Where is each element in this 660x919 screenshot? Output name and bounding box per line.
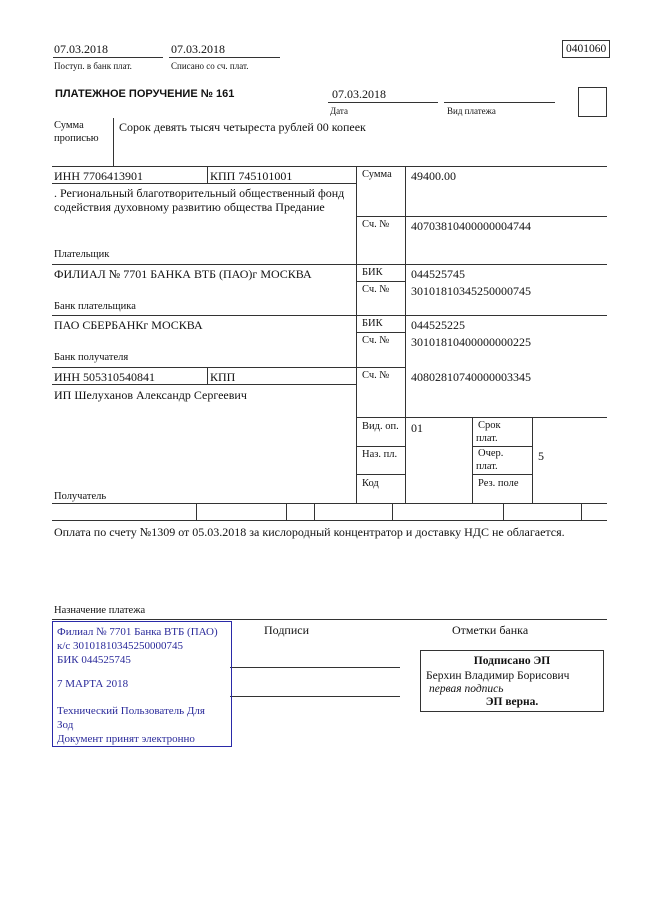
received-date-label: Поступ. в банк плат. bbox=[54, 61, 132, 71]
stamp-bank-line: Филиал № 7701 Банка ВТБ (ПАО) bbox=[57, 626, 218, 638]
grid-line bbox=[356, 417, 607, 418]
signature-line-1 bbox=[230, 667, 400, 668]
grid-line bbox=[286, 503, 287, 520]
debited-date-underline bbox=[169, 57, 280, 58]
priority-label-2: плат. bbox=[476, 461, 498, 472]
stamp-corr-account: к/с 30101810345250000745 bbox=[57, 640, 184, 652]
document-title: ПЛАТЕЖНОЕ ПОРУЧЕНИЕ № 161 bbox=[55, 88, 235, 100]
payer-kpp: КПП 745101001 bbox=[210, 169, 293, 183]
grid-line bbox=[52, 384, 356, 385]
payment-type-underline bbox=[444, 102, 555, 103]
amount-words-divider bbox=[113, 118, 114, 166]
payer-bank-name: ФИЛИАЛ № 7701 БАНКА ВТБ (ПАО)г МОСКВА bbox=[54, 267, 312, 281]
received-date: 07.03.2018 bbox=[54, 42, 108, 56]
payer-status-box bbox=[578, 87, 607, 117]
payer-bank-account: 30101810345250000745 bbox=[411, 284, 531, 298]
stamp-user-1: Технический Пользователь Для bbox=[57, 705, 205, 717]
priority-value: 5 bbox=[538, 449, 544, 463]
grid-line bbox=[52, 166, 607, 167]
debited-date-label: Списано со сч. плат. bbox=[171, 61, 249, 71]
payee-bank-name: ПАО СБЕРБАНКг МОСКВА bbox=[54, 318, 203, 332]
payee-inn: ИНН 505310540841 bbox=[54, 370, 155, 384]
grid-line bbox=[314, 503, 315, 520]
grid-line bbox=[356, 281, 405, 282]
grid-line bbox=[472, 446, 532, 447]
e-signature-role: первая подпись bbox=[429, 683, 504, 695]
e-signature-signer: Берхин Владимир Борисович bbox=[426, 670, 570, 682]
purpose-code-label: Наз. пл. bbox=[362, 449, 398, 460]
form-code-box bbox=[562, 40, 610, 58]
amount-words-label-2: прописью bbox=[54, 133, 99, 144]
payer-name: . Региональный благотворительный общественный фонд содействия духовному развитию общества Предание bbox=[54, 186, 345, 214]
purpose-divider bbox=[52, 619, 607, 620]
grid-line bbox=[52, 503, 607, 504]
amount-words-value: Сорок девять тысяч четыреста рублей 00 копеек bbox=[119, 120, 366, 134]
amount-words-label-1: Сумма bbox=[54, 120, 84, 131]
payer-bank-bik: 044525745 bbox=[411, 267, 465, 281]
purpose-text: Оплата по счету №1309 от 05.03.2018 за кислородный концентратор и доставку НДС не облагается. bbox=[54, 525, 565, 539]
payer-bank-account-label: Сч. № bbox=[362, 284, 390, 295]
grid-line bbox=[52, 367, 356, 368]
grid-line bbox=[207, 166, 208, 183]
grid-line bbox=[52, 264, 607, 265]
payee-account-label: Сч. № bbox=[362, 370, 390, 381]
payee-name: ИП Шелуханов Александр Сергеевич bbox=[54, 388, 247, 402]
grid-line bbox=[196, 503, 197, 520]
payee-bank-bik-label: БИК bbox=[362, 318, 383, 329]
grid-line bbox=[503, 503, 504, 520]
op-type-label: Вид. оп. bbox=[362, 421, 399, 432]
payee-account: 40802810740000003345 bbox=[411, 370, 531, 384]
signature-line-2 bbox=[230, 696, 400, 697]
grid-line bbox=[356, 216, 607, 217]
payer-bank-label: Банк плательщика bbox=[54, 301, 136, 312]
stamp-date: 7 МАРТА 2018 bbox=[57, 678, 129, 690]
bank-stamp bbox=[52, 621, 232, 747]
grid-line bbox=[52, 183, 356, 184]
payee-kpp: КПП bbox=[210, 370, 236, 384]
amount-value: 49400.00 bbox=[411, 169, 456, 183]
received-date-underline bbox=[53, 57, 163, 58]
grid-line bbox=[356, 446, 405, 447]
grid-line bbox=[472, 417, 473, 503]
order-date-label: Дата bbox=[330, 106, 348, 116]
stamp-accepted: Документ принят электронно bbox=[57, 733, 195, 745]
debited-date: 07.03.2018 bbox=[171, 42, 225, 56]
payer-inn: ИНН 7706413901 bbox=[54, 169, 143, 183]
code-label: Код bbox=[362, 478, 379, 489]
form-code: 0401060 bbox=[566, 43, 607, 55]
order-date: 07.03.2018 bbox=[332, 87, 386, 101]
payment-type-label: Вид платежа bbox=[447, 106, 496, 116]
e-signature-title: Подписано ЭП bbox=[473, 655, 551, 667]
reserve-label: Рез. поле bbox=[478, 478, 519, 489]
grid-line bbox=[356, 367, 405, 368]
bank-marks-label: Отметки банка bbox=[452, 623, 529, 637]
payer-account-label: Сч. № bbox=[362, 219, 390, 230]
stamp-user-2: Зод bbox=[57, 719, 74, 731]
due-label-1: Срок bbox=[478, 420, 501, 431]
op-type-value: 01 bbox=[411, 421, 423, 435]
payee-bank-account: 30101810400000000225 bbox=[411, 335, 531, 349]
payer-bank-bik-label: БИК bbox=[362, 267, 383, 278]
grid-line bbox=[356, 474, 405, 475]
grid-line bbox=[392, 503, 393, 520]
e-signature-verified: ЭП верна. bbox=[485, 696, 539, 708]
purpose-label: Назначение платежа bbox=[54, 605, 146, 616]
grid-line bbox=[472, 474, 532, 475]
e-signature-box bbox=[420, 650, 604, 712]
payee-label: Получатель bbox=[54, 491, 107, 502]
grid-line bbox=[581, 503, 582, 520]
grid-line bbox=[52, 315, 607, 316]
stamp-bik: БИК 044525745 bbox=[57, 654, 131, 666]
payee-bank-label: Банк получателя bbox=[54, 352, 129, 363]
grid-line bbox=[207, 367, 208, 384]
order-date-underline bbox=[328, 102, 438, 103]
signatures-label: Подписи bbox=[264, 623, 310, 637]
priority-label-1: Очер. bbox=[478, 448, 504, 459]
payee-bank-account-label: Сч. № bbox=[362, 335, 390, 346]
payee-bank-bik: 044525225 bbox=[411, 318, 465, 332]
grid-line bbox=[532, 417, 533, 503]
payer-account: 40703810400000004744 bbox=[411, 219, 531, 233]
amount-label: Сумма bbox=[362, 169, 392, 180]
due-label-2: плат. bbox=[476, 433, 498, 444]
grid-line bbox=[52, 520, 607, 521]
payer-label: Плательщик bbox=[54, 249, 110, 260]
grid-line bbox=[356, 332, 405, 333]
